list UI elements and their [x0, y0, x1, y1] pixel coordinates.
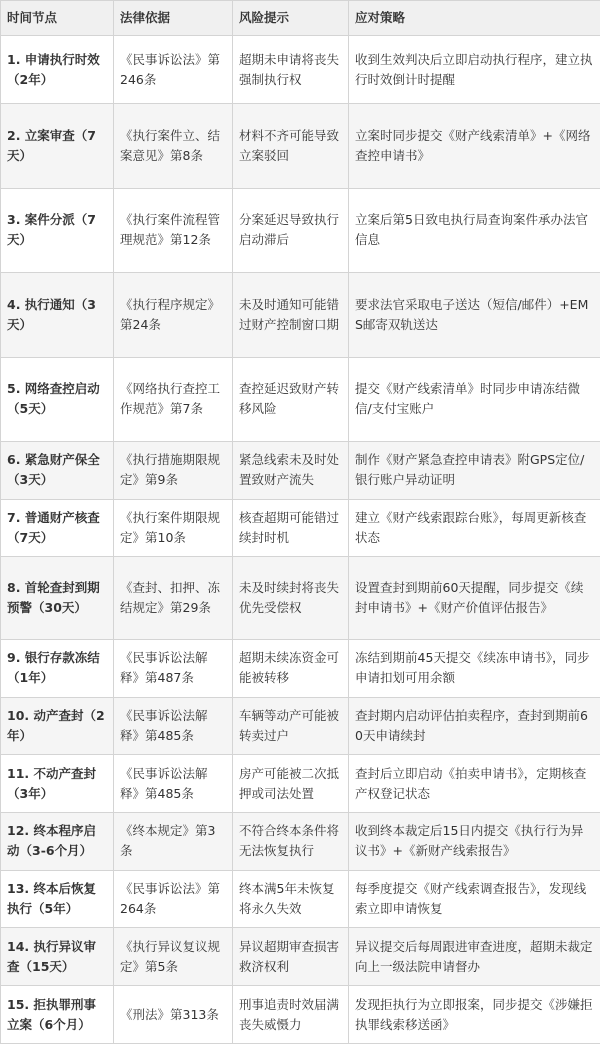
risk-warning-cell: 未及时续封将丧失优先受偿权: [233, 557, 349, 639]
time-node-cell: 10. 动产查封（2年）: [1, 697, 114, 755]
risk-warning-cell: 房产可能被二次抵押或司法处置: [233, 755, 349, 813]
risk-warning-cell: 异议超期审查损害救济权利: [233, 928, 349, 986]
time-node-cell: 15. 拒执罪刑事立案（6个月）: [1, 986, 114, 1044]
table-row: [1, 755, 600, 813]
table-row: [1, 639, 600, 697]
response-strategy-cell: 提交《财产线索清单》时同步申请冻结微信/支付宝账户: [349, 357, 600, 442]
response-strategy-cell: 每季度提交《财产线索调查报告》，发现线索立即申请恢复: [349, 870, 600, 928]
risk-warning-cell: 超期未续冻资金可能被转移: [233, 639, 349, 697]
risk-warning-cell: 核查超期可能错过续封时机: [233, 499, 349, 557]
time-node-cell: 3. 案件分派（7天）: [1, 188, 114, 273]
table-row: [1, 36, 600, 104]
table-row: [1, 273, 600, 358]
time-node-cell: 9. 银行存款冻结（1年）: [1, 639, 114, 697]
time-node-cell: 4. 执行通知（3天）: [1, 273, 114, 358]
response-strategy-cell: 立案时同步提交《财产线索清单》+《网络查控申请书》: [349, 104, 600, 189]
time-node-cell: 13. 终本后恢复执行（5年）: [1, 870, 114, 928]
response-strategy-cell: 建立《财产线索跟踪台账》，每周更新核查状态: [349, 499, 600, 557]
legal-basis-cell: 《刑法》第313条: [114, 986, 233, 1044]
table-row: [1, 870, 600, 928]
table-row: [1, 697, 600, 755]
legal-basis-cell: 《民事诉讼法》第246条: [114, 36, 233, 104]
legal-basis-cell: 《执行案件流程管理规范》第12条: [114, 188, 233, 273]
risk-warning-cell: 未及时通知可能错过财产控制窗口期: [233, 273, 349, 358]
time-node-cell: 2. 立案审查（7天）: [1, 104, 114, 189]
header-risk-warning: 风险提示: [233, 1, 349, 36]
response-strategy-cell: 立案后第5日致电执行局查询案件承办法官信息: [349, 188, 600, 273]
time-node-cell: 7. 普通财产核查（7天）: [1, 499, 114, 557]
risk-warning-cell: 材料不齐可能导致立案驳回: [233, 104, 349, 189]
legal-basis-cell: 《民事诉讼法解释》第487条: [114, 639, 233, 697]
response-strategy-cell: 制作《财产紧急查控申请表》附GPS定位/银行账户异动证明: [349, 442, 600, 500]
response-strategy-cell: 设置查封到期前60天提醒，同步提交《续封申请书》+《财产价值评估报告》: [349, 557, 600, 639]
response-strategy-cell: 查封后立即启动《拍卖申请书》，定期核查产权登记状态: [349, 755, 600, 813]
table-row: [1, 442, 600, 500]
response-strategy-cell: 收到生效判决后立即启动执行程序，建立执行时效倒计时提醒: [349, 36, 600, 104]
response-strategy-cell: 收到终本裁定后15日内提交《执行行为异议书》+《新财产线索报告》: [349, 812, 600, 870]
time-node-cell: 12. 终本程序启动（3-6个月）: [1, 812, 114, 870]
table-row: [1, 986, 600, 1044]
response-strategy-cell: 发现拒执行为立即报案，同步提交《涉嫌拒执罪线索移送函》: [349, 986, 600, 1044]
response-strategy-cell: 冻结到期前45天提交《续冻申请书》，同步申请扣划可用余额: [349, 639, 600, 697]
table-header-row: [1, 1, 600, 36]
legal-basis-cell: 《终本规定》第3条: [114, 812, 233, 870]
time-node-cell: 5. 网络查控启动（5天）: [1, 357, 114, 442]
table-row: [1, 188, 600, 273]
time-node-cell: 8. 首轮查封到期预警（30天）: [1, 557, 114, 639]
response-strategy-cell: 要求法官采取电子送达（短信/邮件）+EMS邮寄双轨送达: [349, 273, 600, 358]
legal-basis-cell: 《执行程序规定》第24条: [114, 273, 233, 358]
legal-basis-cell: 《执行措施期限规定》第9条: [114, 442, 233, 500]
legal-basis-cell: 《网络执行查控工作规范》第7条: [114, 357, 233, 442]
time-node-cell: 11. 不动产查封（3年）: [1, 755, 114, 813]
risk-warning-cell: 车辆等动产可能被转卖过户: [233, 697, 349, 755]
time-node-cell: 1. 申请执行时效（2年）: [1, 36, 114, 104]
risk-warning-cell: 终本满5年未恢复将永久失效: [233, 870, 349, 928]
legal-basis-cell: 《民事诉讼法解释》第485条: [114, 697, 233, 755]
header-legal-basis: 法律依据: [114, 1, 233, 36]
risk-warning-cell: 查控延迟致财产转移风险: [233, 357, 349, 442]
risk-warning-cell: 紧急线索未及时处置致财产流失: [233, 442, 349, 500]
risk-warning-cell: 刑事追责时效届满丧失威慑力: [233, 986, 349, 1044]
risk-warning-cell: 超期未申请将丧失强制执行权: [233, 36, 349, 104]
legal-basis-cell: 《执行案件期限规定》第10条: [114, 499, 233, 557]
table-row: [1, 357, 600, 442]
table-row: [1, 499, 600, 557]
legal-basis-cell: 《执行异议复议规定》第5条: [114, 928, 233, 986]
header-time-node: 时间节点: [1, 1, 114, 36]
legal-basis-cell: 《查封、扣押、冻结规定》第29条: [114, 557, 233, 639]
legal-basis-cell: 《民事诉讼法》第264条: [114, 870, 233, 928]
time-node-cell: 6. 紧急财产保全（3天）: [1, 442, 114, 500]
response-strategy-cell: 查封期内启动评估拍卖程序，查封到期前60天申请续封: [349, 697, 600, 755]
risk-warning-cell: 分案延迟导致执行启动滞后: [233, 188, 349, 273]
table-row: [1, 557, 600, 639]
response-strategy-cell: 异议提交后每周跟进审查进度，超期未裁定向上一级法院申请督办: [349, 928, 600, 986]
legal-basis-cell: 《执行案件立、结案意见》第8条: [114, 104, 233, 189]
table-row: [1, 812, 600, 870]
table-row: [1, 104, 600, 189]
time-node-cell: 14. 执行异议审查（15天）: [1, 928, 114, 986]
risk-warning-cell: 不符合终本条件将无法恢复执行: [233, 812, 349, 870]
legal-basis-cell: 《民事诉讼法解释》第485条: [114, 755, 233, 813]
table-row: [1, 928, 600, 986]
header-response-strategy: 应对策略: [349, 1, 600, 36]
